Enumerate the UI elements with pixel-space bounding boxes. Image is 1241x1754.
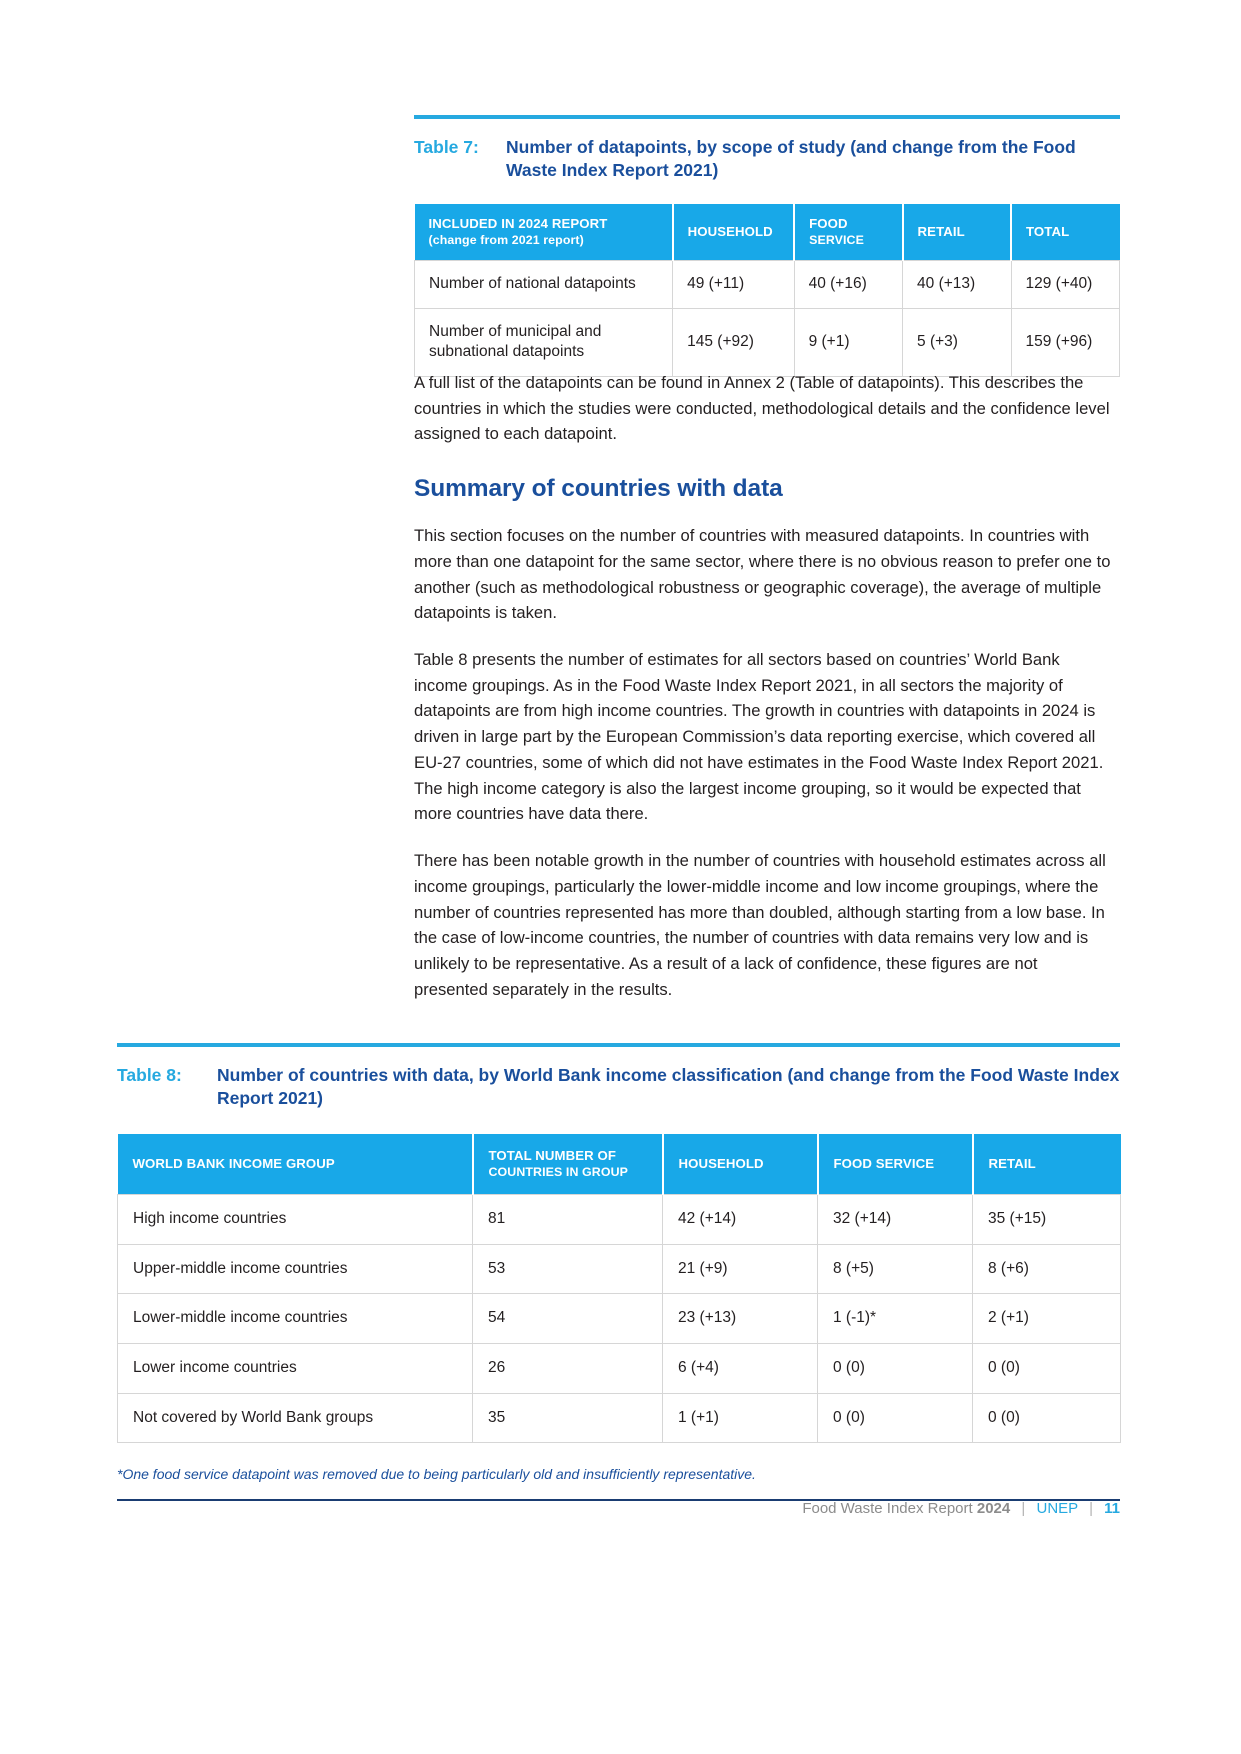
table8-number: Table 8:: [117, 1065, 182, 1085]
table8-row4-group: Not covered by World Bank groups: [118, 1393, 473, 1443]
table7-block: [414, 115, 1120, 377]
table7: [414, 204, 1120, 377]
table8-row1-retail: 8 (+6): [973, 1244, 1121, 1294]
table-row: [118, 1195, 1121, 1245]
table8-col-header-household: HOUSEHOLD: [663, 1134, 818, 1195]
table8-row4-total: 35: [473, 1393, 663, 1443]
paragraph-growth-notes: There has been notable growth in the number of countries with household estimates across all income groupings, particularly the lower-middle income and low income groupings, where the number of countries represented has more than doubled, although starting from a low base. In the case of low-income countries, the number of countries with data remains very low and is unlikely to be representative. As a result of a lack of confidence, these figures are not presented separately in the results.: [414, 851, 1106, 999]
table8-row4-household: 1 (+1): [663, 1393, 818, 1443]
page-title: Summary of countries with data: [414, 475, 783, 503]
table7-row1-label: Number of municipal and subnational datapoints: [415, 308, 673, 376]
table8-col-header-income-group: WORLD BANK INCOME GROUP: [118, 1134, 473, 1195]
body-text-column: [414, 370, 1114, 1023]
table8: [117, 1134, 1121, 1443]
table7-row1-household: 145 (+92): [673, 308, 794, 376]
table7-row0-total: 129 (+40): [1011, 261, 1120, 309]
table-row: [415, 308, 1120, 376]
table8-row4-food-service: 0 (0): [818, 1393, 973, 1443]
table7-row1-total: 159 (+96): [1011, 308, 1120, 376]
footer-report-name: Food Waste Index Report: [802, 1500, 973, 1517]
table8-row3-household: 6 (+4): [663, 1344, 818, 1394]
table7-col-header-retail: RETAIL: [903, 204, 1011, 261]
table8-row0-household: 42 (+14): [663, 1195, 818, 1245]
table8-col-header-total-countries: [473, 1134, 663, 1195]
table8-col-header-retail: RETAIL: [973, 1134, 1121, 1195]
table8-row1-household: 21 (+9): [663, 1244, 818, 1294]
table8-row2-food-service: 1 (-1)*: [818, 1294, 973, 1344]
table7-row1-food-service: 9 (+1): [794, 308, 902, 376]
table8-col-header-total-line2: COUNTRIES IN GROUP: [488, 1164, 628, 1179]
table8-row2-retail: 2 (+1): [973, 1294, 1121, 1344]
table7-row0-household: 49 (+11): [673, 261, 794, 309]
table7-col-header-included: [415, 204, 673, 261]
table7-title: Number of datapoints, by scope of study (and change from the Food Waste Index Report 2021): [506, 137, 1076, 181]
footer-year: 2024: [976, 1500, 1011, 1517]
table8-row0-retail: 35 (+15): [973, 1195, 1121, 1245]
page-footer: [0, 1500, 1120, 1517]
table8-row3-total: 26: [473, 1344, 663, 1394]
table8-caption: [117, 1064, 1120, 1110]
table8-row2-household: 23 (+13): [663, 1294, 818, 1344]
table7-row0-retail: 40 (+13): [903, 261, 1011, 309]
table8-row3-retail: 0 (0): [973, 1344, 1121, 1394]
paragraph-annex-reference: A full list of the datapoints can be found in Annex 2 (Table of datapoints). This describes the countries in which the studies were conducted, methodological details and the confidence level assigned to each datapoint.: [414, 373, 1110, 444]
table7-row0-food-service: 40 (+16): [794, 261, 902, 309]
table8-row1-total: 53: [473, 1244, 663, 1294]
table7-col-header-food-service: [794, 204, 902, 261]
paragraph-section-focus: This section focuses on the number of countries with measured datapoints. In countries with more than one datapoint for the same sector, where there is no obvious reason to prefer one to another (such as methodological robustness or geographic coverage), the average of multiple datapoints is taken.: [414, 526, 1111, 623]
table8-row1-food-service: 8 (+5): [818, 1244, 973, 1294]
table7-col-header-household: HOUSEHOLD: [673, 204, 794, 261]
table7-number: Table 7:: [414, 137, 479, 157]
table8-title: Number of countries with data, by World Bank income classification (and change from the Food Waste Index Report 2021): [217, 1065, 1120, 1109]
table7-col-header-included-line1: INCLUDED IN 2024 REPORT: [428, 216, 608, 232]
table8-row0-food-service: 32 (+14): [818, 1195, 973, 1245]
table7-top-rule: [414, 115, 1120, 119]
table-row: [118, 1344, 1121, 1394]
footer-page-number: 11: [1104, 1500, 1120, 1517]
table7-col-header-food: FOOD: [809, 216, 848, 232]
table7-container: [414, 204, 1120, 377]
table7-col-header-included-line2: (change from 2021 report): [428, 232, 584, 247]
footer-separator-1: |: [1021, 1500, 1026, 1517]
table7-row1-retail: 5 (+3): [903, 308, 1011, 376]
table8-row2-total: 54: [473, 1294, 663, 1344]
table-row: [415, 261, 1120, 309]
table8-top-rule: [117, 1043, 1120, 1047]
table8-block: [117, 1043, 1120, 1501]
table8-row3-food-service: 0 (0): [818, 1344, 973, 1394]
table8-header-row: [118, 1134, 1121, 1195]
table8-footnote: *One food service datapoint was removed due to being particularly old and insufficiently representative.: [117, 1466, 756, 1483]
paragraph-table8-intro: Table 8 presents the number of estimates for all sectors based on countries’ World Bank income groupings. As in the Food Waste Index Report 2021, in all sectors the majority of datapoints are from high income countries. The growth in countries with datapoints in 2024 is driven in large part by the European Commission’s data reporting exercise, which covered all EU-27 countries, some of which did not have estimates in the Food Waste Index Report 2021. The high income category is also the largest income grouping, so it would be expected that more countries have data there.: [414, 650, 1104, 824]
table8-col-header-total-line1: TOTAL NUMBER OF: [488, 1148, 617, 1164]
footer-separator-2: |: [1089, 1500, 1093, 1517]
table-row: [118, 1294, 1121, 1344]
table8-row3-group: Lower income countries: [118, 1344, 473, 1394]
table8-row0-group: High income countries: [118, 1195, 473, 1245]
table8-row1-group: Upper-middle income countries: [118, 1244, 473, 1294]
table7-row0-label: Number of national datapoints: [415, 261, 673, 309]
table7-col-header-service: SERVICE: [809, 232, 864, 247]
table7-caption: [414, 136, 1120, 182]
table8-row2-group: Lower-middle income countries: [118, 1294, 473, 1344]
table-row: [118, 1393, 1121, 1443]
table7-col-header-total: TOTAL: [1011, 204, 1120, 261]
table8-row0-total: 81: [473, 1195, 663, 1245]
table-row: [118, 1244, 1121, 1294]
table7-header-row: [415, 204, 1120, 261]
table8-container: [117, 1134, 1120, 1443]
table8-row4-retail: 0 (0): [973, 1393, 1121, 1443]
table8-col-header-food-service: FOOD SERVICE: [818, 1134, 973, 1195]
footer-org: UNEP: [1036, 1500, 1078, 1517]
